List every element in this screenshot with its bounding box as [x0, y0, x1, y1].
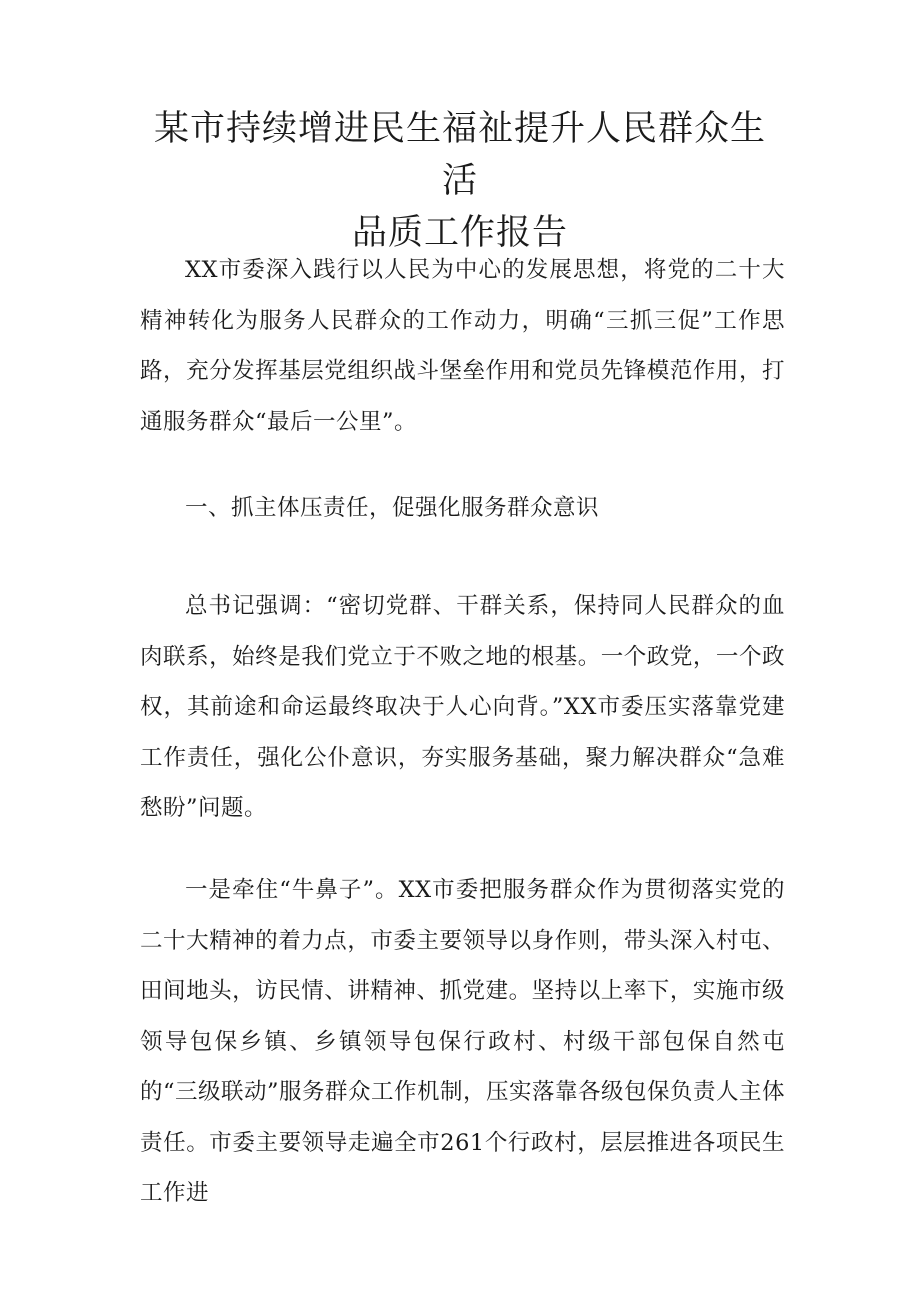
section-heading: 一、抓主体压责任，促强化服务群众意识 [185, 495, 600, 521]
title-line-1: 某市持续增进民生福祉提升人民群众生活 [153, 109, 766, 201]
title-line-2: 品质工作报告 [351, 213, 568, 253]
point-one-paragraph: 一是牵住“牛鼻子”。XX市委把服务群众作为贯彻落实党的二十大精神的着力点，市委主要领导以身作则，带头深入村屯、田间地头，访民情、讲精神、抓党建。坚持以上率下，实施市级领导包保乡镇、乡镇领导包保行政村、村级干部包保自然屯的“三级联动”服务群众工作机制，压实落靠各级包保负责人主体责任。市委主要领导走遍全市261个行政村，层层推进各项民生工作进 [140, 877, 785, 1206]
quote-paragraph: 总书记强调：“密切党群、干群关系，保持同人民群众的血肉联系，始终是我们党立于不败之地的根基。一个政党，一个政权，其前途和命运最终取决于人心向背。”XX市委压实落靠党建工作责任，强化公仆意识，夯实服务基础，聚力解决群众“急难愁盼”问题。 [140, 593, 785, 821]
document-title [140, 103, 780, 259]
intro-paragraph: XX市委深入践行以人民为中心的发展思想，将党的二十大精神转化为服务人民群众的工作动力，明确“三抓三促”工作思路，充分发挥基层党组织战斗堡垒作用和党员先锋模范作用，打通服务群众“最后一公里”。 [140, 257, 785, 435]
